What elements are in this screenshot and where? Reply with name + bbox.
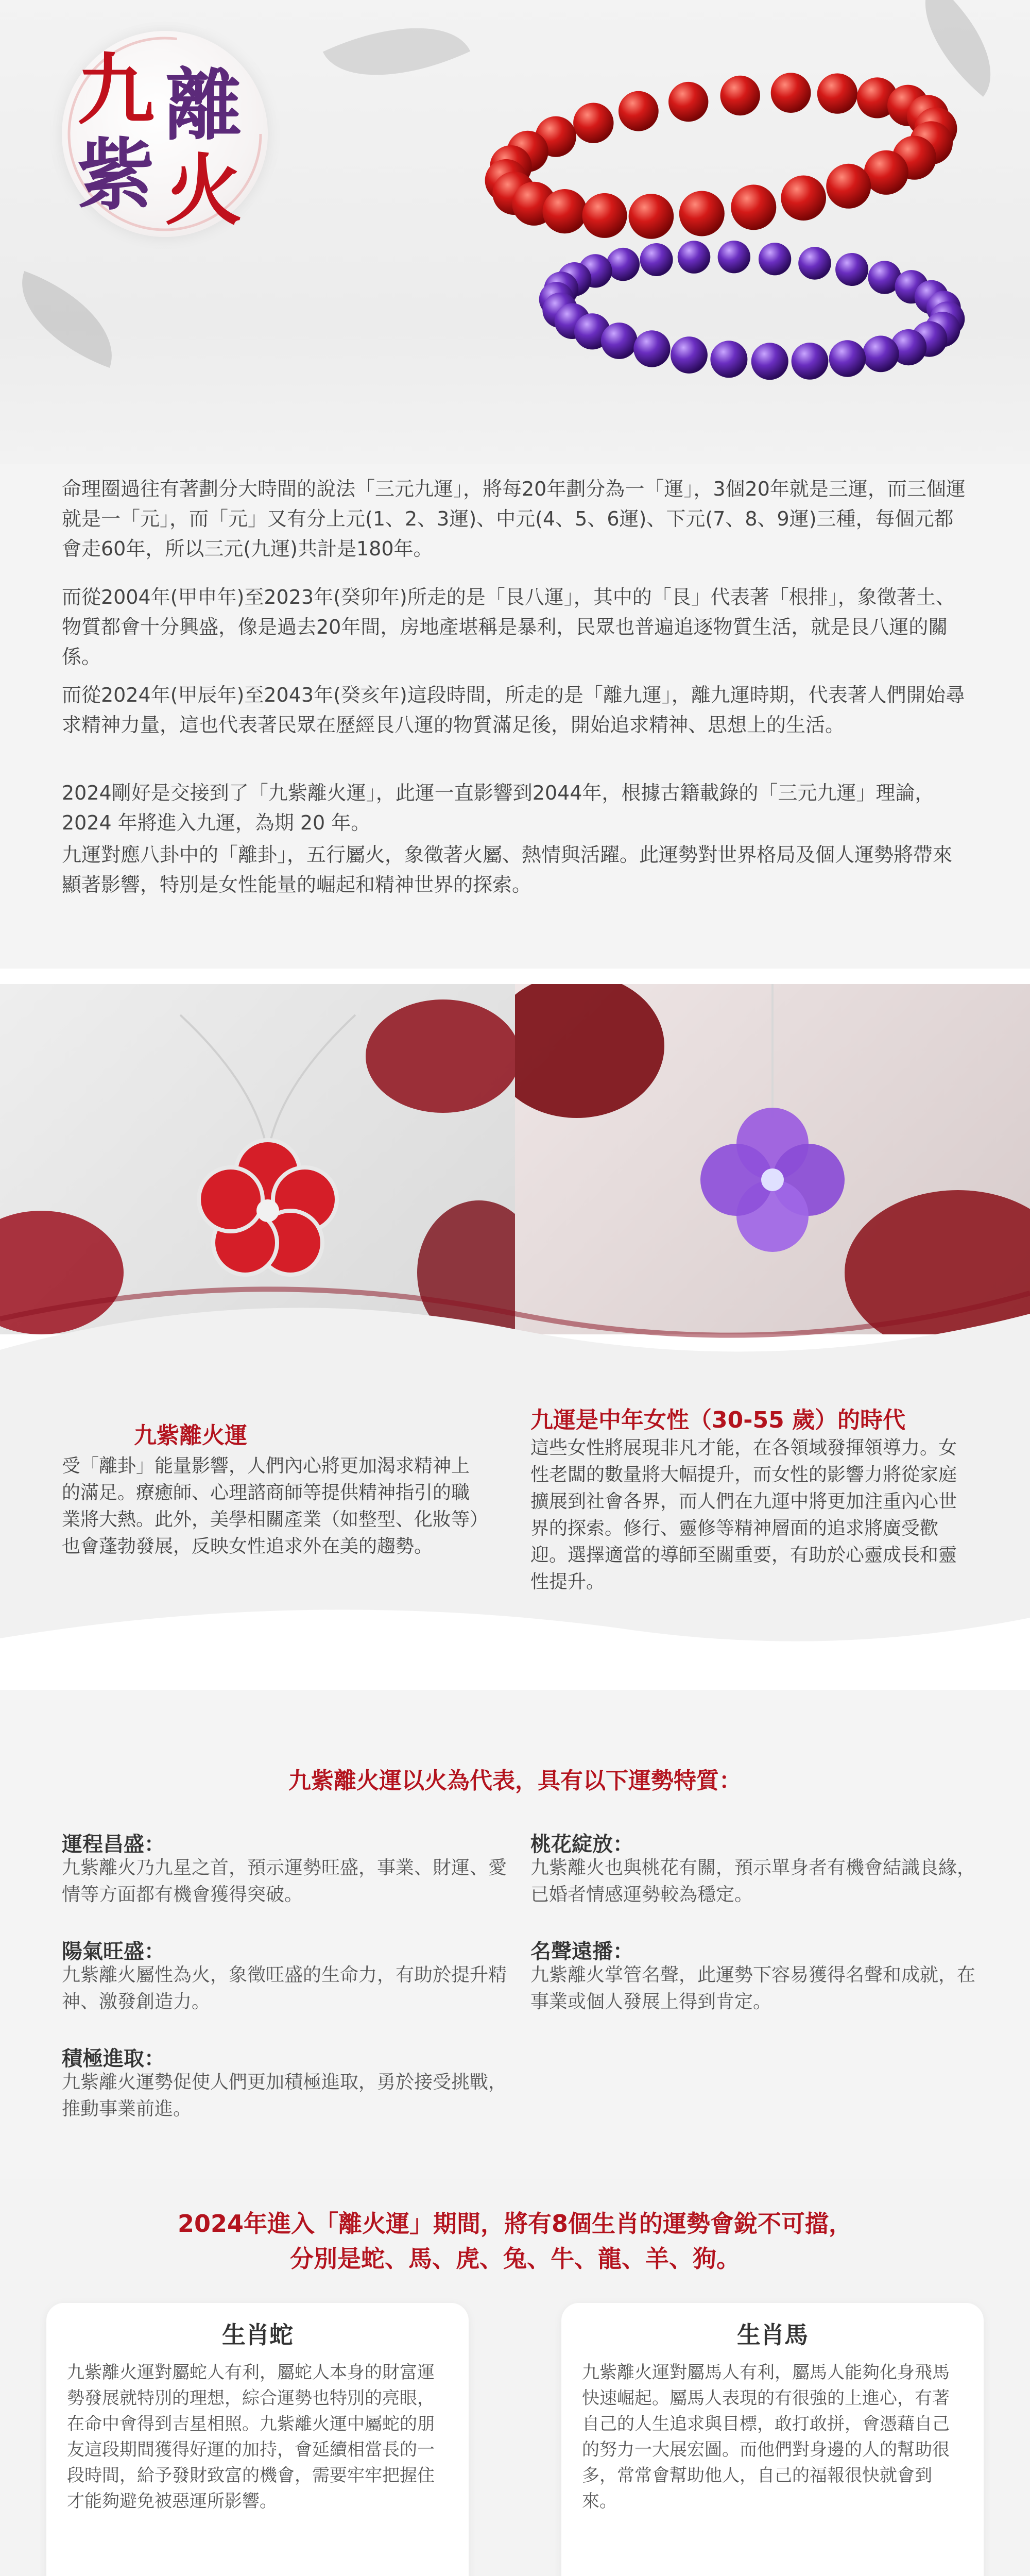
- bead: [601, 323, 638, 359]
- bead: [817, 73, 857, 113]
- bead: [573, 103, 613, 143]
- bead: [668, 82, 708, 122]
- traits-section: [0, 1690, 1030, 2179]
- left-section-title: 九紫離火運: [134, 1422, 247, 1449]
- red-agate-bracelet-image: [464, 62, 978, 247]
- bead: [678, 241, 711, 274]
- zodiac-heading-line-1: 2024年進入「離火運」期間，將有8個生肖的運勢會銳不可擋，: [177, 2210, 853, 2238]
- intro-paragraph-5: 九運對應八卦中的「離卦」，五行屬火，象徵著火屬、熱情與活躍。此運勢對世界格局及個人運勢將帶來顯著影響，特別是女性能量的崛起和精神世界的探索。: [62, 843, 953, 896]
- trait-body: 九紫離火屬性為火，象徵旺盛的生命力，有助於提升精神、激發創造力。: [62, 1964, 507, 2012]
- title-char-2: 紫: [77, 130, 155, 221]
- zodiac-card-horse: [561, 2303, 984, 2576]
- intro-paragraph-2: 而從2004年(甲申年)至2023年(癸卯年)所走的是「艮八運」，其中的「艮」代表著「根排」，象徵著土、物質都會十分興盛，像是過去20年間，房地產堪稱是暴利，民眾也普遍追逐物質生活，就是艮八運的關係。: [62, 586, 955, 668]
- bead: [607, 248, 640, 281]
- hero-banner: [0, 0, 1030, 464]
- card-title: 生肖蛇: [222, 2321, 293, 2349]
- traits-heading: 九紫離火運以火為代表，具有以下運勢特質：: [288, 1768, 742, 1794]
- bead: [619, 91, 659, 131]
- photo-section: [0, 969, 1030, 1690]
- bead: [771, 73, 811, 113]
- intro-section: [0, 464, 1030, 969]
- bead: [633, 330, 670, 367]
- left-section-body: 受「離卦」能量影響，人們內心將更加渴求精神上的滿足。療癒師、心理諮商師等提供精神指引的職業將大熱。此外，美學相關產業（如整型、化妝等）也會蓬勃發展，反映女性追求外在美的趨勢。: [62, 1455, 479, 1557]
- intro-paragraph-3: 而從2024年(甲辰年)至2043年(癸亥年)這段時間，所走的是「離九運」，離九運時期，代表著人們開始尋求精神力量，這也代表著民眾在歷經艮八運的物質滿足後，開始追求精神、思想上的生活。: [62, 684, 965, 736]
- trait-title: 積極進取：: [62, 2047, 165, 2071]
- bead: [718, 241, 750, 273]
- leaf-decoration: [3, 271, 131, 368]
- bead: [798, 247, 831, 280]
- bead: [826, 164, 871, 209]
- zodiac-heading-line-2: 分別是蛇、馬、虎、兔、牛、龍、羊、狗。: [290, 2245, 740, 2273]
- bead: [710, 341, 747, 378]
- title-char-4: 火: [165, 145, 243, 236]
- bead: [792, 343, 829, 380]
- amethyst-bracelet-image: [525, 222, 978, 397]
- bead: [759, 243, 791, 275]
- bead: [640, 243, 673, 276]
- title-char-3: 離: [165, 60, 243, 151]
- trait-title: 桃花綻放：: [530, 1833, 633, 1856]
- trait-body: 九紫離火乃九星之首，預示運勢旺盛，事業、財運、愛情等方面都有機會獲得突破。: [62, 1857, 507, 1905]
- bead: [720, 76, 760, 115]
- zodiac-section: [0, 2179, 1030, 2576]
- intro-paragraph-4: 2024剛好是交接到了「九紫離火運」，此運一直影響到2044年，根據古籍載錄的「三元九運」理論，2024 年將進入九運，為期 20 年。: [62, 782, 935, 834]
- title-emblem: [62, 31, 268, 237]
- card-body: 九紫離火運對屬蛇人有利，屬蛇人本身的財富運勢發展就特別的理想，綜合運勢也特別的亮眼，在命中會得到吉星相照。九紫離火運中屬蛇的朋友這段期間獲得好運的加持，會延續相當長的一段時間，給予發財致富的機會，需要牢牢把握住才能夠避免被惡運所影響。: [67, 2362, 435, 2512]
- trait-body: 九紫離火運勢促使人們更加積極進取，勇於接受挑戰，推動事業前進。: [62, 2072, 507, 2120]
- bead: [835, 253, 868, 286]
- trait-title: 名聲遠播：: [530, 1940, 633, 1963]
- bead: [671, 336, 708, 374]
- trait-title: 陽氣旺盛：: [62, 1940, 165, 1963]
- bead: [781, 176, 826, 221]
- trait-body: 九紫離火掌管名聲，此運勢下容易獲得名聲和成就，在事業或個人發展上得到肯定。: [530, 1964, 976, 2012]
- trait-body: 九紫離火也與桃花有關，預示單身者有機會結識良緣，已婚者情感運勢較為穩定。: [530, 1857, 976, 1905]
- card-title: 生肖馬: [737, 2321, 808, 2349]
- title-char-1: 九: [77, 45, 155, 135]
- right-section-title: 九運是中年女性（30-55 歲）的時代: [530, 1407, 906, 1433]
- zodiac-card-snake: [46, 2303, 469, 2576]
- trait-title: 運程昌盛：: [62, 1833, 165, 1856]
- right-section-body: 這些女性將展現非凡才能，在各領域發揮領導力。女性老闆的數量將大幅提升，而女性的影響力將從家庭擴展到社會各界，而人們在九運中將更加注重內心世界的探索。修行、靈修等精神層面的追求將廣受歡迎。選擇適當的導師至關重要，有助於心靈成長和靈性提升。: [530, 1437, 957, 1592]
- bead: [829, 340, 866, 377]
- bead: [863, 336, 899, 372]
- leaf-decoration: [323, 0, 470, 108]
- intro-paragraph-1: 命理圈過往有著劃分大時間的說法「三元九運」，將每20年劃分為一「運」，3個20年就是三運，而三個運就是一「元」，而「元」又有分上元(1、2、3運)、中元(4、5、6運)、下元(7、8、9運)三種，每個元都會走60年，所以三元(九運)共計是180年。: [62, 478, 966, 560]
- card-body: 九紫離火運對屬馬人有利，屬馬人能夠化身飛馬快速崛起。屬馬人表現的有很強的上進心，有著自己的人生追求與目標，敢打敢拼，會憑藉自己的努力一大展宏圖。而他們對身邊的人的幫助很多，常常會幫助他人，自己的福報很快就會到來。: [582, 2362, 950, 2512]
- bead: [751, 343, 788, 380]
